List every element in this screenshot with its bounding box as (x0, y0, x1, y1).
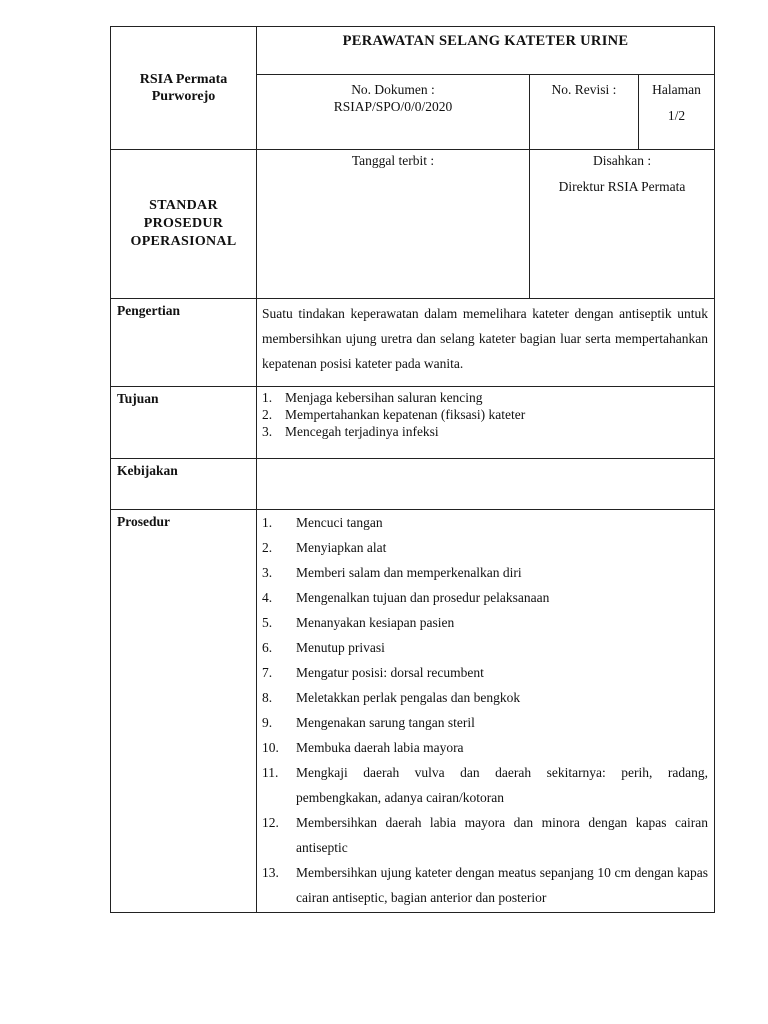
approved-label: Disahkan : (592, 153, 652, 168)
list-item: 7. Mengatur posisi: dorsal recumbent (262, 665, 484, 680)
list-item: 5. Menanyakan kesiapan pasien (262, 615, 455, 630)
sop-header-table (110, 26, 715, 299)
document-title: PERAWATAN SELANG KATETER URINE (257, 27, 715, 75)
list-item: 3. Mencegah terjadinya infeksi (262, 424, 439, 439)
list-item: 2. Menyiapkan alat (262, 540, 387, 555)
document-number-value: RSIAP/SPO/0/0/2020 (333, 99, 453, 114)
list-item: 10. Membuka daerah labia mayora (262, 740, 464, 755)
sop-body-table (110, 298, 715, 913)
list-item: 3. Memberi salam dan memperkenalkan diri (262, 565, 522, 580)
document-number-label: No. Dokumen : (351, 82, 435, 97)
page-value: 1/2 (667, 108, 686, 123)
page-cell (639, 75, 715, 150)
pengertian-text: Suatu tindakan keperawatan dalam memelihara kateter dengan antiseptik untuk membersihkan ujung uretra dan selang kateter bagian luar serta mempertahankan kepatenan posisi kateter pada wanita. (262, 306, 708, 371)
list-item: 2. Mempertahankan kepatenan (fiksasi) kateter (262, 407, 526, 422)
list-item: 11. Mengkaji daerah vulva dan daerah sekitarnya: perih, radang, pembengkakan, adanya cairan/kotoran (262, 765, 708, 805)
tujuan-label: Tujuan (111, 387, 257, 459)
list-item: 1. Menjaga kebersihan saluran kencing (262, 390, 483, 405)
list-item: 6. Menutup privasi (262, 640, 385, 655)
prosedur-content (257, 510, 715, 913)
list-item: 12. Membersihkan daerah labia mayora dan minora dengan kapas cairan antiseptic (262, 815, 708, 855)
list-item: 9. Mengenakan sarung tangan steril (262, 715, 475, 730)
prosedur-list (262, 510, 708, 910)
tujuan-content (257, 387, 715, 459)
kebijakan-content (257, 459, 715, 510)
pengertian-label: Pengertian (111, 299, 257, 387)
list-item: 8. Meletakkan perlak pengalas dan bengkok (262, 690, 521, 705)
kebijakan-label: Kebijakan (111, 459, 257, 510)
list-item: 13. Membersihkan ujung kateter dengan meatus sepanjang 10 cm dengan kapas cairan antiseptic, bagian anterior dan posterior (262, 865, 708, 905)
tujuan-list (262, 389, 708, 440)
revision-label: No. Revisi : (530, 75, 639, 150)
sop-label: STANDAR PROSEDUR OPERASIONAL (111, 150, 257, 299)
page-label: Halaman (652, 82, 701, 97)
approval-cell (530, 150, 715, 299)
issue-date-label: Tanggal terbit : (257, 150, 530, 299)
pengertian-content (257, 299, 715, 387)
prosedur-label: Prosedur (111, 510, 257, 913)
list-item: 1. Mencuci tangan (262, 515, 383, 530)
document-number-cell (257, 75, 530, 150)
approved-value: Direktur RSIA Permata (558, 179, 686, 194)
list-item: 4. Mengenalkan tujuan dan prosedur pelaksanaan (262, 590, 550, 605)
organization-name: RSIA Permata Purworejo (111, 27, 257, 150)
